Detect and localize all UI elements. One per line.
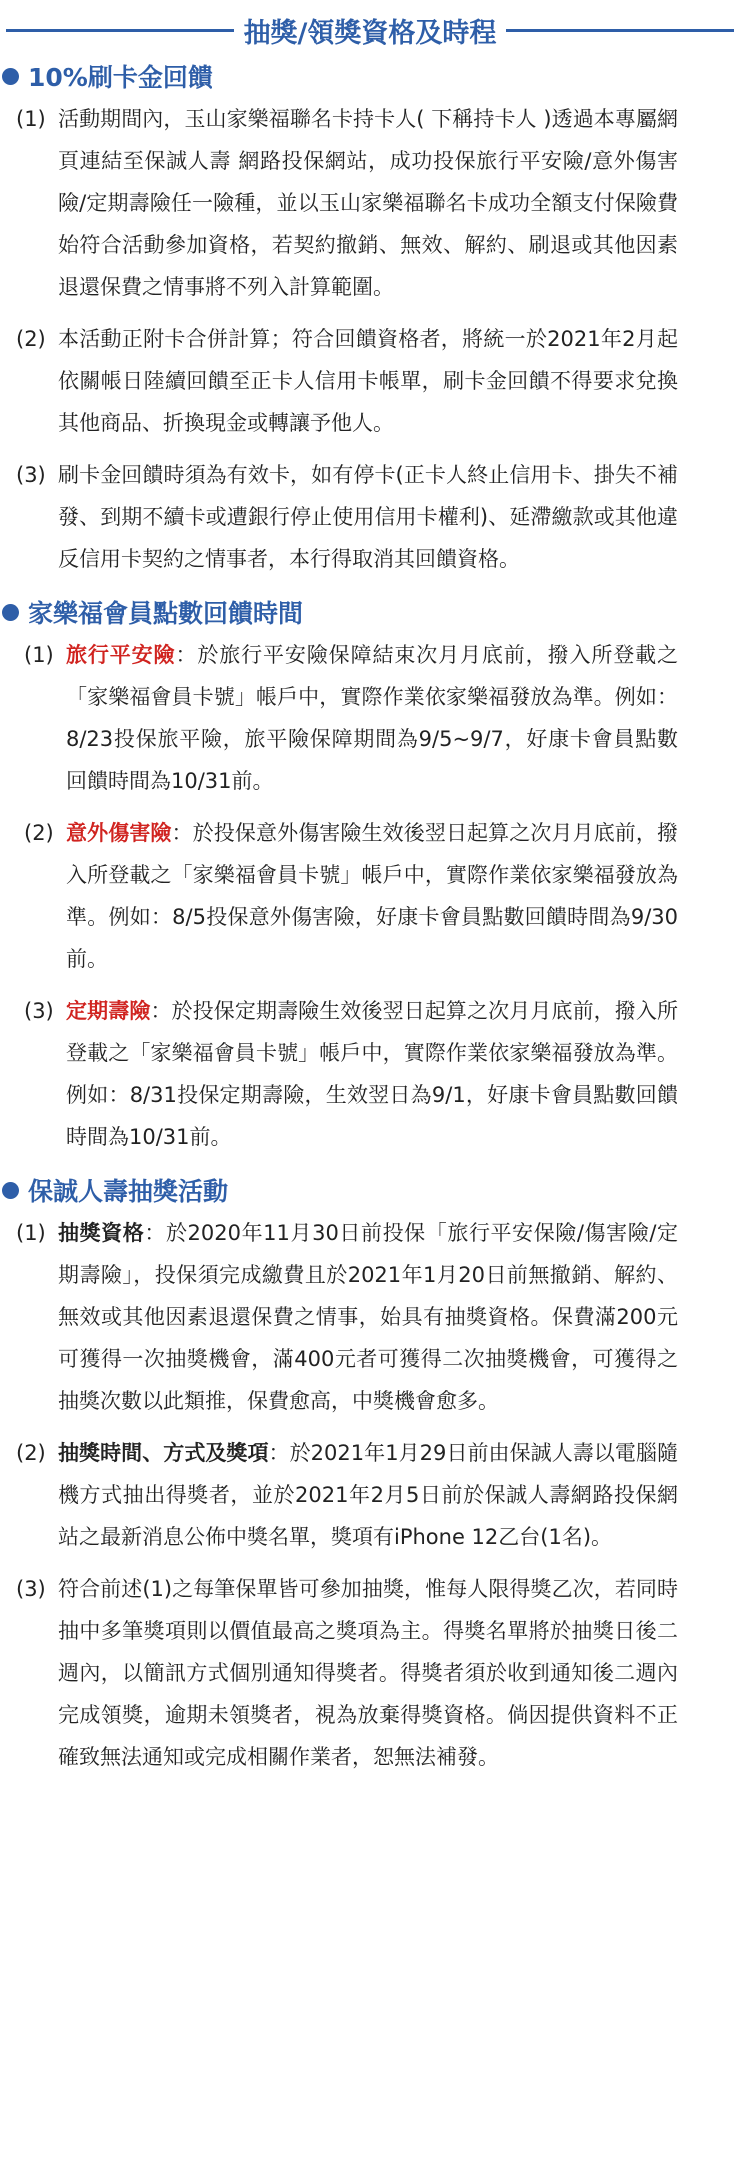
section-card-cashback bbox=[0, 54, 740, 580]
section-title: 保誠人壽抽獎活動 bbox=[28, 1177, 229, 1206]
item-number: (2) bbox=[16, 327, 46, 351]
list-item bbox=[0, 634, 740, 802]
item-text bbox=[58, 1432, 678, 1558]
item-number: (1) bbox=[16, 107, 46, 131]
item-lead: 抽獎時間、方式及獎項 bbox=[58, 1441, 269, 1465]
item-text: 本活動正附卡合併計算；符合回饋資格者，將統一於2021年2月起依關帳日陸續回饋至正卡人信用卡帳單，刷卡金回饋不得要求兌換其他商品、折換現金或轉讓予他人。 bbox=[58, 327, 678, 435]
item-number: (2) bbox=[16, 1441, 46, 1465]
item-detail: ：於投保意外傷害險生效後翌日起算之次月月底前，撥入所登載之「家樂福會員卡號」帳戶中，實際作業依家樂福發放為準。例如：8/5投保意外傷害險，好康卡會員點數回饋時間為9/30前。 bbox=[66, 821, 679, 971]
item-number: (1) bbox=[24, 643, 54, 667]
page-header bbox=[0, 10, 740, 50]
item-text bbox=[66, 634, 678, 802]
section-heading bbox=[0, 54, 740, 98]
item-detail: ：於2020年11月30日前投保「旅行平安保險/傷害險/定期壽險」，投保須完成繳費且於2021年1月20日前無撤銷、解約、無效或其他因素退還保費之情事，始具有抽獎資格。保費滿200元可獲得一次抽獎機會，滿400元者可獲得二次抽獎機會，可獲得之抽獎次數以此類推，保費愈高，中獎機會愈多。 bbox=[58, 1221, 679, 1413]
header-right-rule bbox=[506, 29, 734, 32]
item-text: 符合前述(1)之每筆保單皆可參加抽獎，惟每人限得獎乙次，若同時抽中多筆獎項則以價值最高之獎項為主。得獎名單將於抽獎日後二週內，以簡訊方式個別通知得獎者。得獎者須於收到通知後二週內完成領獎，逾期未領獎者，視為放棄得獎資格。倘因提供資料不正確致無法通知或完成相關作業者，恕無法補發。 bbox=[58, 1577, 678, 1769]
section-heading bbox=[0, 1168, 740, 1212]
item-text bbox=[66, 812, 678, 980]
item-text: 刷卡金回饋時須為有效卡，如有停卡(正卡人終止信用卡、掛失不補發、到期不續卡或遭銀行停止使用信用卡權利)、延滯繳款或其他違反信用卡契約之情事者，本行得取消其回饋資格。 bbox=[58, 463, 678, 571]
bullet-dot-icon bbox=[2, 604, 19, 621]
list-item bbox=[0, 1568, 740, 1778]
item-number: (2) bbox=[24, 821, 54, 845]
list-item bbox=[0, 318, 740, 444]
list-item bbox=[0, 812, 740, 980]
item-lead: 意外傷害險 bbox=[66, 821, 172, 845]
list-item bbox=[0, 1212, 740, 1422]
bullet-dot-icon bbox=[2, 68, 19, 85]
page-title: 抽獎/領獎資格及時程 bbox=[243, 17, 497, 49]
section-heading bbox=[0, 590, 740, 634]
list-item bbox=[0, 98, 740, 308]
item-number: (3) bbox=[16, 1577, 46, 1601]
item-detail: ：於旅行平安險保障結束次月月底前，撥入所登載之「家樂福會員卡號」帳戶中，實際作業依家樂福發放為準。例如：8/23投保旅平險，旅平險保障期間為9/5~9/7，好康卡會員點數回饋時間為10/31前。 bbox=[66, 643, 679, 793]
section-title: 家樂福會員點數回饋時間 bbox=[28, 599, 304, 628]
item-lead: 旅行平安險 bbox=[66, 643, 176, 667]
item-lead: 抽獎資格 bbox=[58, 1221, 145, 1245]
item-detail: ：於2021年1月29日前由保誠人壽以電腦隨機方式抽出得獎者，並於2021年2月5日前於保誠人壽網路投保網站之最新消息公佈中獎名單，獎項有iPhone 12乙台(1名)。 bbox=[58, 1441, 678, 1549]
bullet-dot-icon bbox=[2, 1182, 19, 1199]
section-title: 10%刷卡金回饋 bbox=[28, 63, 213, 92]
list-item bbox=[0, 990, 740, 1158]
item-lead: 定期壽險 bbox=[66, 999, 151, 1023]
item-number: (3) bbox=[24, 999, 54, 1023]
item-number: (3) bbox=[16, 463, 46, 487]
item-text: 活動期間內，玉山家樂福聯名卡持卡人( 下稱持卡人 )透過本專屬網頁連結至保誠人壽 網路投保網站，成功投保旅行平安險/意外傷害險/定期壽險任一險種，並以玉山家樂福聯名卡成功全額支付保險費始符合活動參加資格，若契約撤銷、無效、解約、刷退或其他因素退還保費之情事將不列入計算範圍。 bbox=[58, 107, 678, 299]
item-number: (1) bbox=[16, 1221, 46, 1245]
section-member-points bbox=[0, 590, 740, 1158]
item-text bbox=[66, 990, 678, 1158]
list-item bbox=[0, 1432, 740, 1558]
item-detail: ：於投保定期壽險生效後翌日起算之次月月底前，撥入所登載之「家樂福會員卡號」帳戶中，實際作業依家樂福發放為準。例如：8/31投保定期壽險，生效翌日為9/1，好康卡會員點數回饋時間為10/31前。 bbox=[66, 999, 679, 1149]
section-lottery bbox=[0, 1168, 740, 1778]
header-left-rule bbox=[6, 29, 234, 32]
item-text bbox=[58, 1212, 678, 1422]
list-item bbox=[0, 454, 740, 580]
